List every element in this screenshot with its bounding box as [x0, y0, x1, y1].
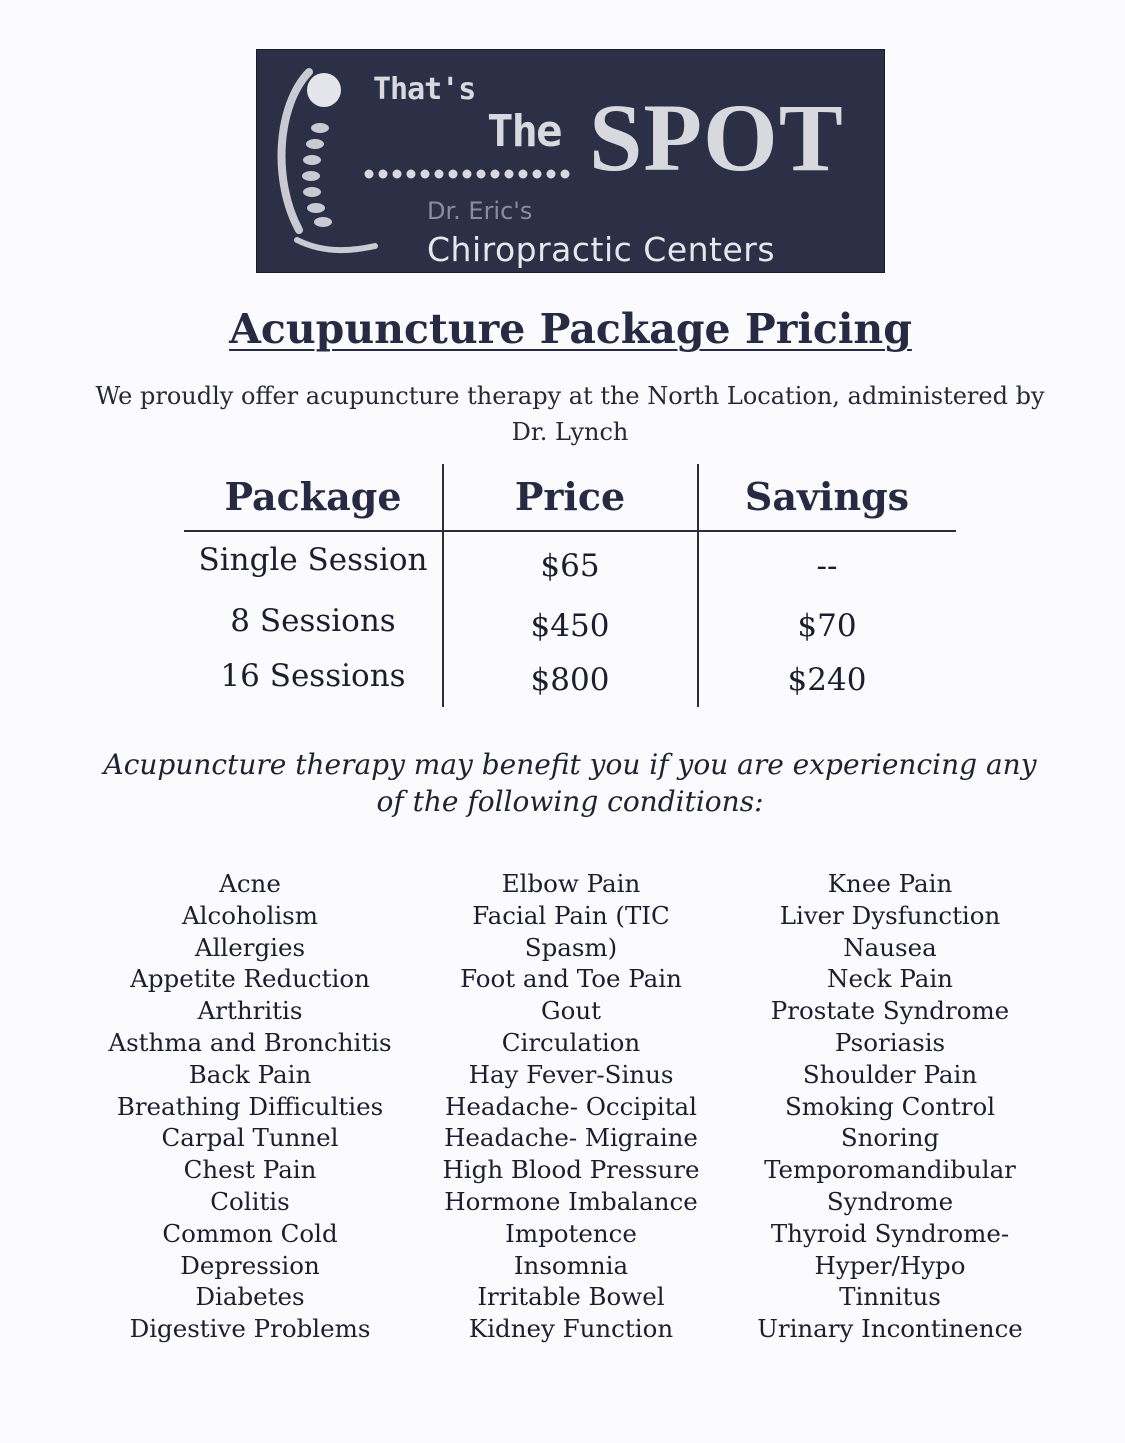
- list-item: High Blood Pressure: [442, 1155, 700, 1185]
- list-item: Chest Pain: [183, 1155, 317, 1185]
- list-item: Insomnia: [513, 1250, 629, 1280]
- table-header-rule: [184, 530, 956, 532]
- list-item: Elbow Pain: [501, 869, 641, 898]
- row-package: 8 Sessions: [230, 603, 396, 639]
- row-savings: $240: [787, 662, 867, 698]
- list-item: Headache- Occipital: [445, 1091, 697, 1121]
- logo-line-spot: SPOT: [589, 84, 844, 191]
- logo-line-thats: That's: [373, 72, 476, 107]
- list-item: Breathing Difficulties: [116, 1091, 384, 1121]
- list-item: Common Cold: [162, 1218, 338, 1248]
- list-item: Asthma and Bronchitis: [108, 1027, 392, 1057]
- row-price: $800: [530, 662, 610, 698]
- logo-line-dr-eric: Dr. Eric's: [427, 197, 533, 225]
- row-savings: --: [816, 548, 838, 584]
- list-item: Temporomandibular: [764, 1155, 1016, 1185]
- list-item: Colitis: [210, 1186, 290, 1216]
- conditions-intro: Acupuncture therapy may benefit you if you are experiencing any of the following conditions:: [103, 748, 1037, 818]
- list-item: Foot and Toe Pain: [460, 964, 682, 994]
- list-item: Alcoholism: [181, 900, 318, 930]
- list-item: Acne: [219, 869, 281, 898]
- list-item: Smoking Control: [784, 1091, 996, 1121]
- list-item: Nausea: [843, 932, 937, 962]
- list-item: Knee Pain: [827, 869, 953, 898]
- conditions-column-1: [70, 868, 430, 1345]
- list-item: Snoring: [840, 1123, 940, 1153]
- list-item: Liver Dysfunction: [779, 900, 1001, 930]
- list-item: Hyper/Hypo: [814, 1250, 966, 1280]
- list-item: Urinary Incontinence: [757, 1314, 1023, 1344]
- row-savings: $70: [797, 608, 857, 644]
- list-item: Headache- Migraine: [444, 1123, 698, 1153]
- list-item: Gout: [541, 996, 601, 1026]
- list-item: Diabetes: [195, 1282, 305, 1312]
- page-title: Acupuncture Package Pricing: [229, 305, 912, 353]
- logo: [256, 49, 885, 273]
- list-item: Arthritis: [197, 996, 303, 1026]
- conditions-column-3: [710, 868, 1070, 1345]
- list-item: Hay Fever-Sinus: [468, 1059, 674, 1089]
- list-item: Shoulder Pain: [802, 1059, 978, 1089]
- list-item: Carpal Tunnel: [161, 1123, 339, 1153]
- row-price: $65: [540, 548, 600, 584]
- list-item: Kidney Function: [468, 1314, 674, 1344]
- list-item: Thyroid Syndrome-: [770, 1218, 1010, 1248]
- list-item: Hormone Imbalance: [444, 1186, 698, 1216]
- list-item: Facial Pain (TIC: [472, 900, 670, 930]
- list-item: Allergies: [194, 932, 306, 962]
- list-item: Depression: [180, 1250, 320, 1280]
- list-item: Spasm): [524, 932, 618, 962]
- list-item: Prostate Syndrome: [770, 996, 1010, 1026]
- list-item: Neck Pain: [827, 964, 953, 994]
- conditions-column-2: [391, 868, 751, 1345]
- list-item: Digestive Problems: [129, 1314, 371, 1344]
- header-package: Package: [224, 474, 402, 519]
- list-item: Irritable Bowel: [477, 1282, 665, 1312]
- list-item: Psoriasis: [834, 1027, 946, 1057]
- intro-text: We proudly offer acupuncture therapy at the North Location, administered by Dr. Lynch: [95, 382, 1045, 446]
- pricing-table: [184, 462, 956, 707]
- row-package: 16 Sessions: [220, 658, 406, 694]
- header-price: Price: [514, 474, 626, 519]
- logo-line-the: The: [487, 106, 561, 157]
- list-item: Impotence: [505, 1218, 637, 1248]
- list-item: Syndrome: [826, 1186, 954, 1216]
- logo-line-centers: Chiropractic Centers: [427, 230, 776, 269]
- list-item: Back Pain: [188, 1059, 312, 1089]
- row-package: Single Session: [198, 542, 428, 578]
- header-savings: Savings: [744, 474, 910, 519]
- list-item: Tinnitus: [839, 1282, 941, 1312]
- list-item: Appetite Reduction: [130, 964, 370, 994]
- list-item: Circulation: [501, 1027, 641, 1057]
- row-price: $450: [530, 608, 610, 644]
